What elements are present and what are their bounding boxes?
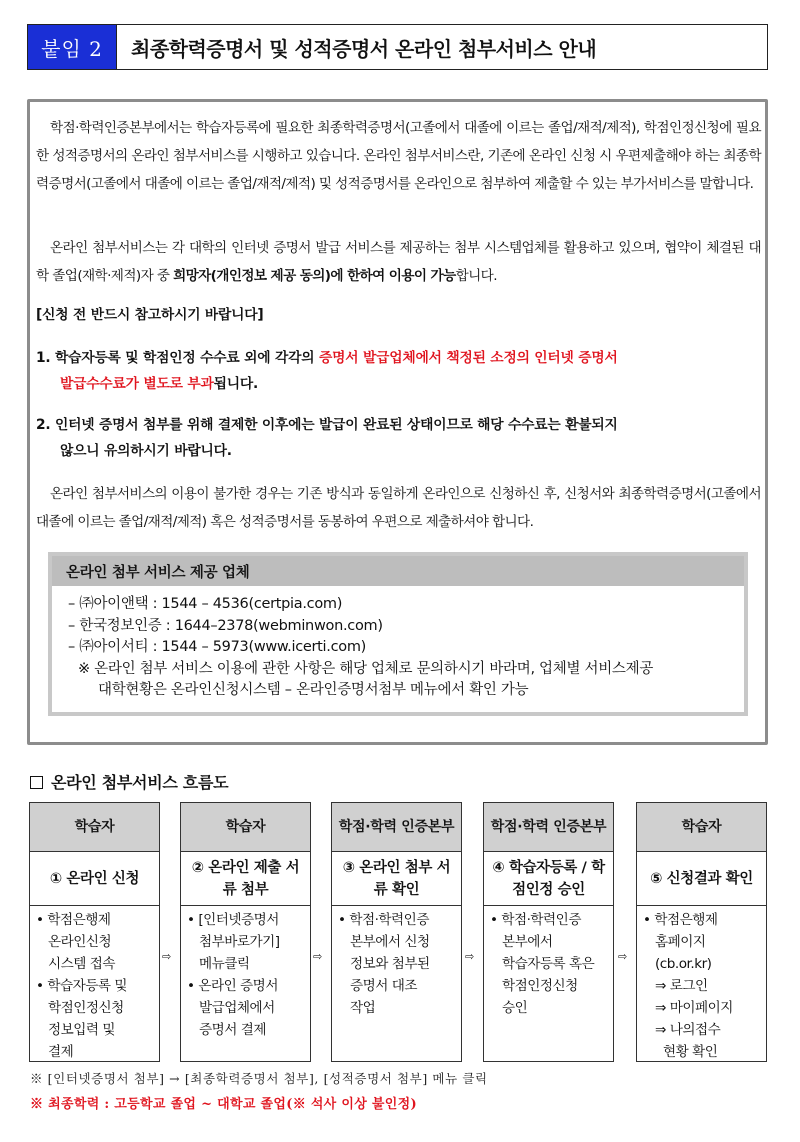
item1-red-text: 증명서 발급업체에서 책정된 소정의 인터넷 증명서 (318, 350, 618, 366)
provider-note: ※ 온라인 첨부 서비스 이용에 관한 사항은 해당 업체로 문의하시기 바라며, 업체별 서비스제공 (78, 660, 654, 677)
flow-step-5 (636, 802, 767, 1062)
flow-line: 본부에서 (502, 934, 553, 950)
footnote-education-scope: ※ 최종학력 : 고등학교 졸업 ~ 대학교 졸업(※ 석사 이상 불인정) (30, 1097, 417, 1112)
intro-paragraph (36, 114, 761, 198)
provider-item: – ㈜아이앤택 : 1544 – 4536(certpia.com) (68, 596, 343, 612)
flow-line: 정보입력 및 (48, 1022, 115, 1038)
flow-line: • 학점은행제 (36, 912, 111, 928)
flow-step-title: ② 온라인 제출 서류 첨부 (181, 852, 310, 906)
item1-text: 1. 학습자등록 및 학점인정 수수료 외에 각각의 (36, 350, 319, 366)
flow-step-1 (29, 802, 160, 1062)
item1-text-end: 됩니다. (213, 376, 259, 392)
provider-title: 온라인 첨부 서비스 제공 업체 (52, 556, 744, 586)
footnote-menu: ※ [인터넷증명서 첨부] → [최종학력증명서 첨부], [성적증명서 첨부] 메뉴 클릭 (30, 1071, 488, 1086)
flow-line: 본부에서 신청 (350, 934, 430, 950)
flow-step-desc (484, 906, 613, 1019)
item2-text-cont: 않으니 유의하시기 바랍니다. (60, 443, 232, 459)
page-header (27, 24, 768, 70)
flow-line: (cb.or.kr) (655, 956, 712, 972)
flow-line: 메뉴클릭 (199, 956, 250, 972)
flow-title-text: 온라인 첨부서비스 흐름도 (51, 773, 229, 792)
flow-actor: 학습자 (30, 803, 159, 852)
flow-step-4 (483, 802, 614, 1062)
flow-line: 결제 (48, 1044, 74, 1060)
flow-step-title: ④ 학습자등록 / 학점인정 승인 (484, 852, 613, 906)
flow-arrow-icon: ⇨ (618, 950, 628, 963)
flow-line: 작업 (350, 1000, 376, 1016)
item1-red-text-2: 발급수수료가 별도로 부과 (60, 376, 214, 392)
flow-step-2 (180, 802, 311, 1062)
flow-line: 증명서 대조 (350, 978, 417, 994)
flow-step-title: ① 온라인 신청 (30, 852, 159, 906)
flow-actor: 학점·학력 인증본부 (332, 803, 461, 852)
flow-line: • 학점·학력인증 (490, 912, 581, 928)
flow-step-desc (332, 906, 461, 1019)
square-bullet-icon (30, 776, 43, 789)
service-condition-text: 희망자(개인정보 제공 동의)에 한하여 이용이 가능 (173, 268, 456, 284)
attachment-tag: 붙임 2 (28, 25, 117, 69)
caution-item-2 (36, 412, 764, 464)
flow-line: 학점인정신청 (502, 978, 578, 994)
provider-box (48, 552, 748, 716)
caution-heading: [신청 전 반드시 참고하시기 바랍니다] (36, 307, 264, 323)
flow-line: 증명서 결제 (199, 1022, 266, 1038)
flow-line: • 학습자등록 및 (36, 978, 127, 994)
flow-line: 정보와 첨부된 (350, 956, 430, 972)
flow-line: 학점인정신청 (48, 1000, 124, 1016)
flow-line: ⇒ 마이페이지 (655, 1000, 733, 1016)
flow-line: • 학점·학력인증 (338, 912, 429, 928)
service-paragraph (36, 234, 761, 290)
provider-note-cont: 대학현황은 온라인신청시스템 – 온라인증명서첨부 메뉴에서 확인 가능 (98, 682, 529, 698)
flow-line: • 온라인 증명서 (187, 978, 278, 994)
flow-line: ⇒ 나의접수 (655, 1022, 721, 1038)
flow-actor: 학습자 (637, 803, 766, 852)
flow-step-3 (331, 802, 462, 1062)
flow-line: 학습자등록 혹은 (502, 956, 595, 972)
flow-step-desc (30, 906, 159, 1063)
flow-step-desc (637, 906, 766, 1063)
intro-text: 학점·학력인증본부에서는 학습자등록에 필요한 최종학력증명서(고졸에서 대졸에 이르는 졸업/재적/제적), 학점인정신청에 필요한 성적증명서의 온라인 첨부서비스를 시행하고 있습니다. 온라인 첨부서비스란, 기존에 온라인 신청 시 우편제출해야 하는 최종학력증명서(고졸에서 대졸에 이르는 졸업/재적/제적) 및 성적증명서를 온라인으로 첨부하여 제출할 수 있는 부가서비스를 말합니다. (36, 120, 761, 192)
fallback-paragraph (36, 480, 761, 536)
caution-item-1 (36, 345, 764, 397)
flow-line: 홈페이지 (655, 934, 706, 950)
service-text: 온라인 첨부서비스는 각 대학의 인터넷 증명서 발급 서비스를 제공하는 첨부 시스템업체를 활용하고 있으며, 협약이 체결된 대학 졸업(재학·제적)자 중 (36, 240, 761, 284)
flow-step-title: ⑤ 신청결과 확인 (637, 852, 766, 906)
flow-arrow-icon: ⇨ (162, 950, 172, 963)
flow-arrow-icon: ⇨ (313, 950, 323, 963)
fallback-text: 온라인 첨부서비스의 이용이 불가한 경우는 기존 방식과 동일하게 온라인으로 신청하신 후, 신청서와 최종학력증명서(고졸에서 대졸에 이르는 졸업/재적/제적) 혹은 성적증명서를 동봉하여 우편으로 제출하셔야 합니다. (36, 486, 761, 530)
service-text-end: 합니다. (455, 268, 497, 284)
flow-actor: 학습자 (181, 803, 310, 852)
flow-step-desc (181, 906, 310, 1041)
flow-line: 시스템 접속 (48, 956, 115, 972)
flow-title (30, 770, 228, 793)
flow-actor: 학점·학력 인증본부 (484, 803, 613, 852)
provider-item: – ㈜아이서티 : 1544 – 5973(www.icerti.com) (68, 639, 367, 655)
item2-text: 2. 인터넷 증명서 첨부를 위해 결제한 이후에는 발급이 완료된 상태이므로 해당 수수료는 환불되지 (36, 417, 618, 433)
provider-list (52, 586, 744, 702)
flow-line: 현황 확인 (663, 1044, 718, 1060)
flow-line: 온라인신청 (48, 934, 112, 950)
flow-line: ⇒ 로그인 (655, 978, 708, 994)
flow-step-title: ③ 온라인 첨부 서류 확인 (332, 852, 461, 906)
flow-arrow-icon: ⇨ (465, 950, 475, 963)
provider-item: – 한국정보인증 : 1644–2378(webminwon.com) (68, 617, 383, 634)
flow-line: • [인터넷증명서 (187, 912, 279, 928)
flow-line: 첨부바로가기] (199, 934, 280, 950)
flow-line: 승인 (502, 1000, 528, 1016)
flow-line: • 학점은행제 (643, 912, 718, 928)
notice-box (27, 99, 768, 745)
page-title: 최종학력증명서 및 성적증명서 온라인 첨부서비스 안내 (131, 36, 597, 61)
flow-line: 발급업체에서 (199, 1000, 275, 1016)
